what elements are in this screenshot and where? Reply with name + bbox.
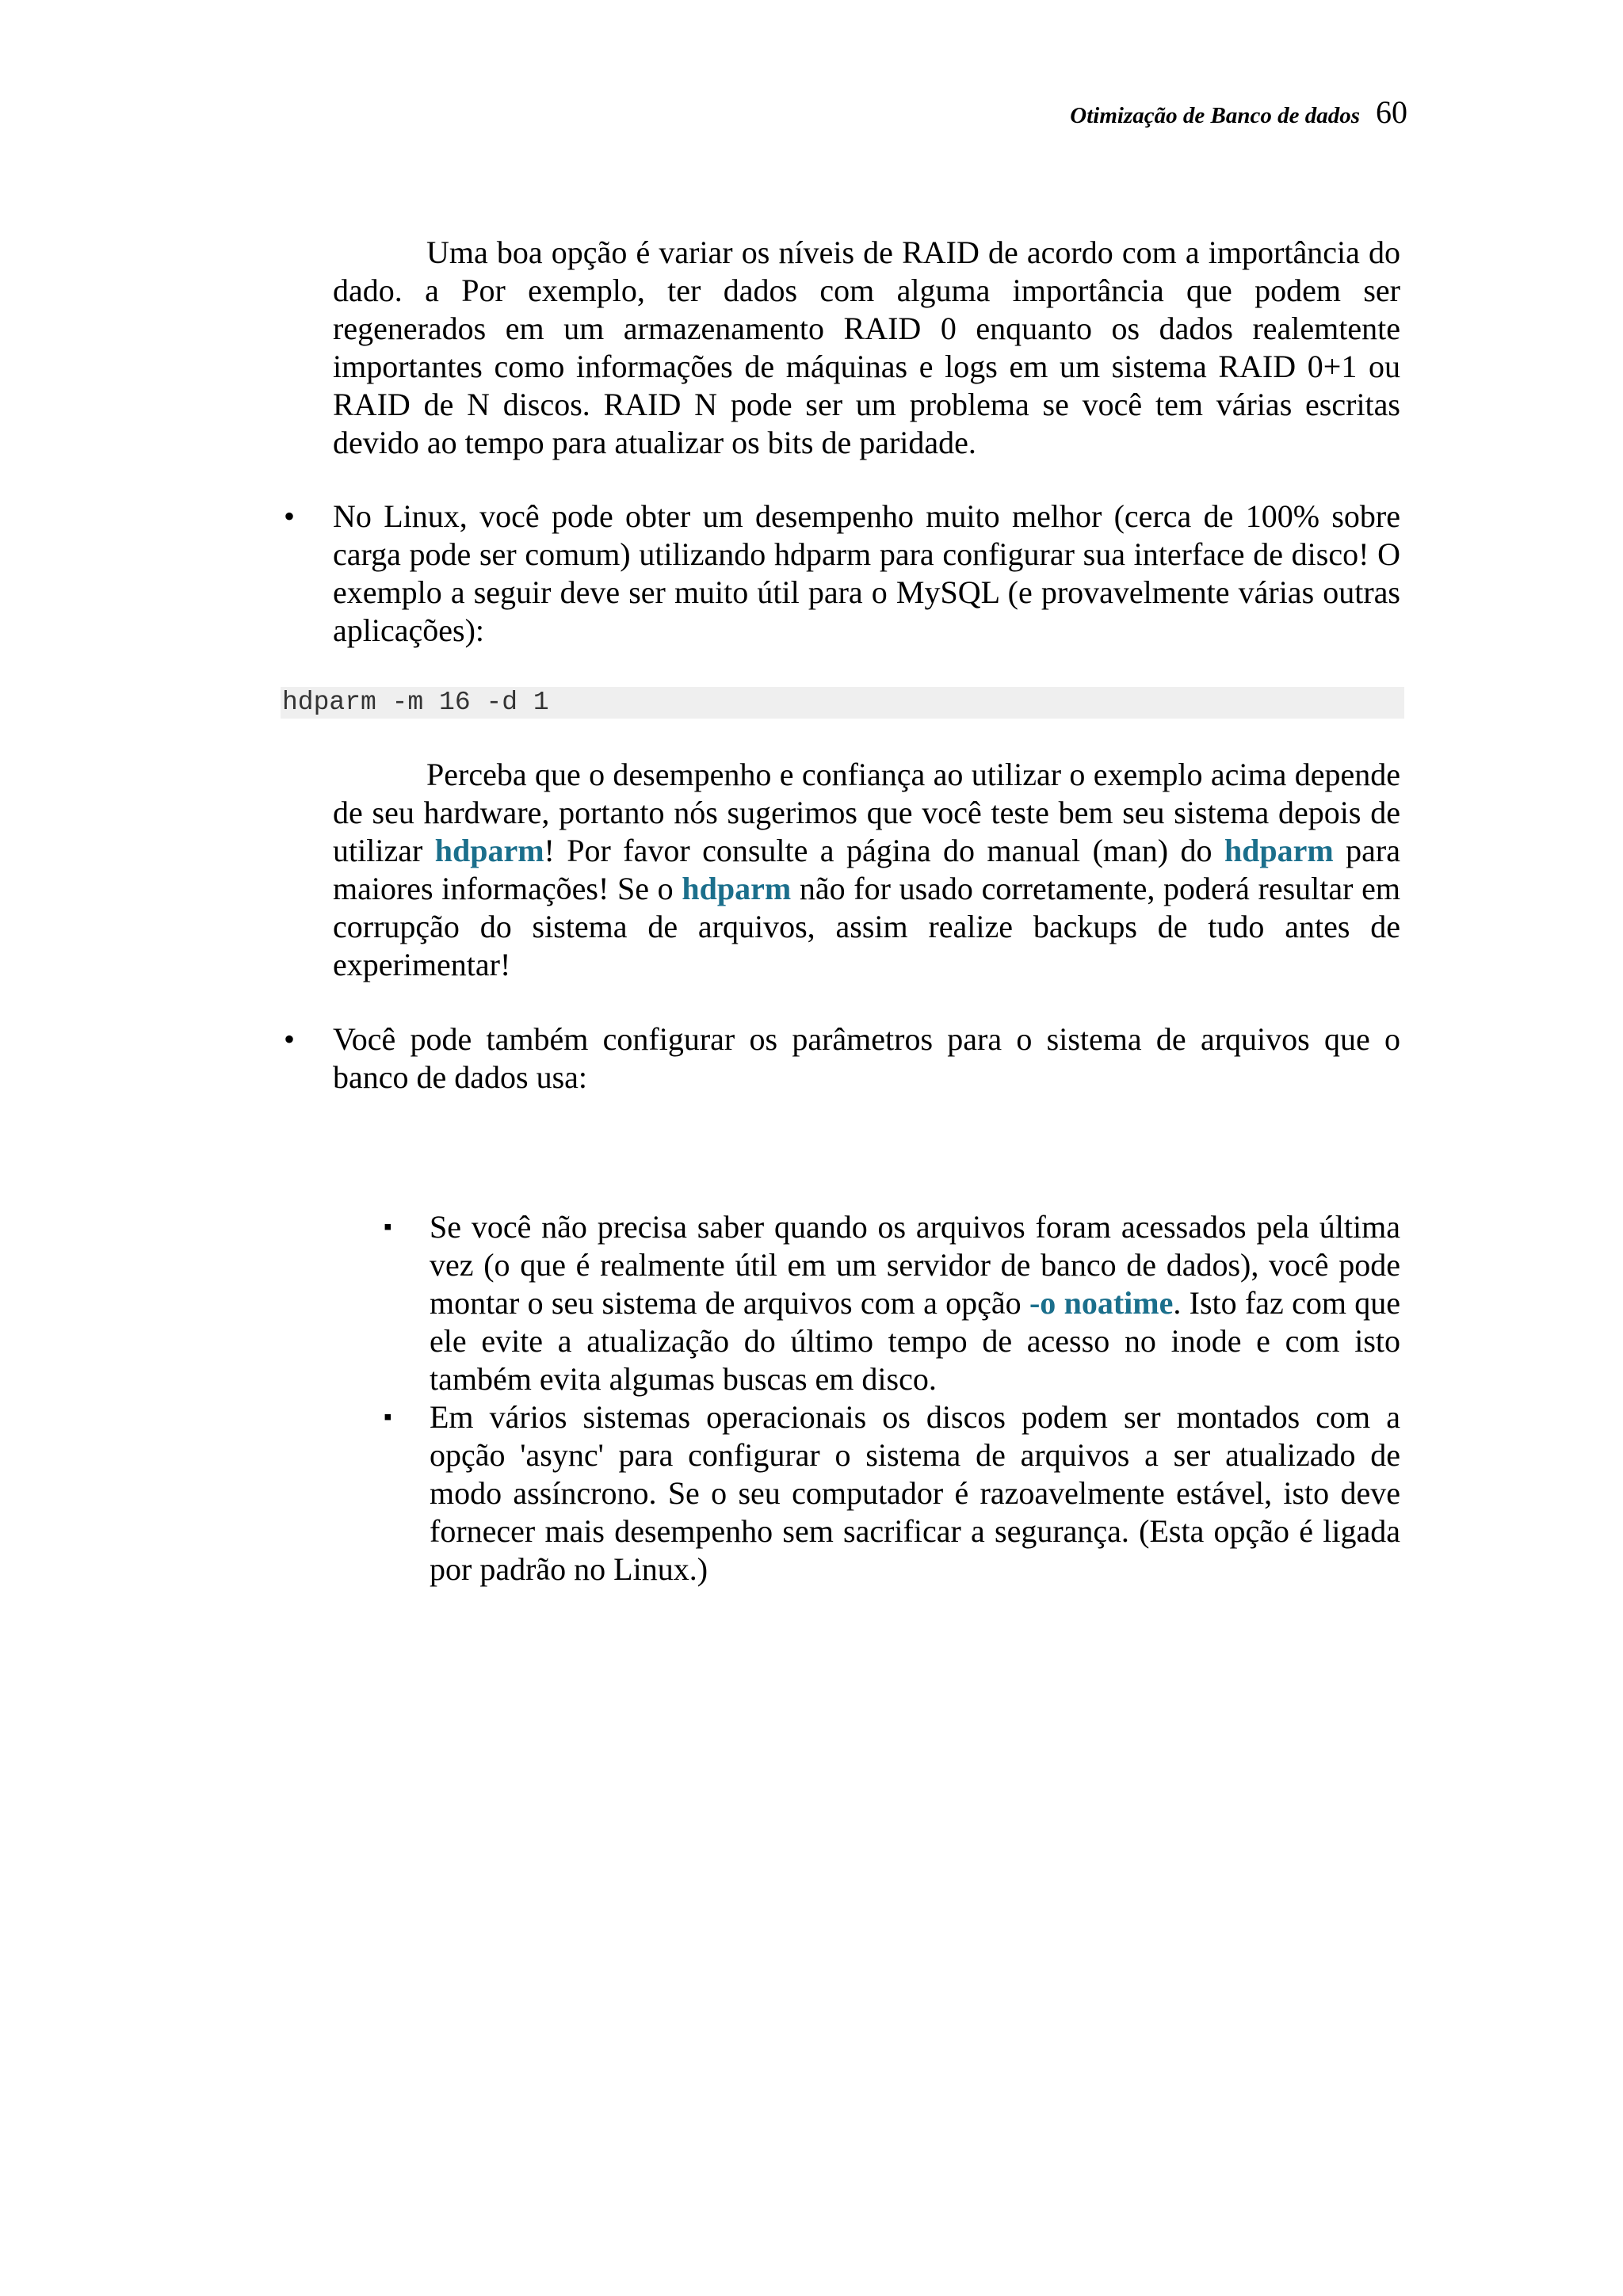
bullet-icon: •: [284, 498, 296, 534]
keyword-hdparm: hdparm: [682, 871, 792, 906]
bullet-icon: •: [284, 1021, 296, 1057]
keyword-hdparm: hdparm: [1224, 833, 1334, 868]
text-segment: não for usado corretamente, poderá resultar em corrupção do sistema de arquivos, assim realize backups de tudo antes de experimentar!: [333, 871, 1400, 982]
keyword-hdparm: hdparm: [434, 833, 544, 868]
bullet-item-hdparm: [284, 498, 1400, 650]
text-segment: para maiores informações! Se o: [333, 833, 1400, 906]
bullet-text: No Linux, você pode obter um desempenho muito melhor (cerca de 100% sobre carga pode ser comum) utilizando hdparm para configurar sua interface de disco! O exemplo a seguir deve ser muito útil para o MySQL (e provavelmente várias outras aplicações):: [333, 498, 1400, 648]
text-segment: . Isto faz com que ele evite a atualização do último tempo de acesso no inode e com isto também evita algumas buscas em disco.: [430, 1285, 1400, 1397]
sub-item-text: Em vários sistemas operacionais os discos podem ser montados com a opção 'async' para configurar o sistema de arquivos a ser atualizado de modo assíncrono. Se o seu computador é razoavelmente estável, isto deve fornecer mais desempenho sem sacrificar a segurança. (Esta opção é ligada por padrão no Linux.): [430, 1399, 1400, 1587]
code-block: [281, 687, 1404, 719]
sub-item-async: [380, 1398, 1400, 1589]
paragraph-raid-levels: Uma boa opção é variar os níveis de RAID de acordo com a importância do dado. a Por exemplo, ter dados com alguma importância que podem ser regenerados em um armazenamento RAID 0 enquanto os dados realemtente importantes como informações de máquinas e logs em um sistema RAID 0+1 ou RAID de N discos. RAID N pode ser um problema se você tem várias escritas devido ao tempo para atualizar os bits de paridade.: [333, 235, 1400, 460]
paragraph-hdparm-warning: [333, 756, 1400, 984]
text-segment: Se você não precisa saber quando os arquivos foram acessados pela última vez (o que é realmente útil em um servidor de banco de dados), você pode montar o seu sistema de arquivos com a opção: [430, 1209, 1400, 1321]
bullet-text: Você pode também configurar os parâmetros para o sistema de arquivos que o banco de dados usa:: [333, 1021, 1400, 1095]
code-line: hdparm -m 16 -d 1: [282, 688, 549, 717]
square-bullet-icon: ▪: [384, 1214, 392, 1240]
keyword-noatime: -o noatime: [1029, 1285, 1174, 1321]
text-segment: ! Por favor consulte a página do manual (man) do: [544, 833, 1224, 868]
text-segment: Perceba que o desempenho e confiança ao utilizar o exemplo acima depende de seu hardware, portanto nós sugerimos que você teste bem seu sistema depois de utilizar: [333, 757, 1400, 868]
page-header: [1070, 93, 1407, 131]
page-number: 60: [1376, 94, 1407, 130]
sub-item-text: [430, 1208, 1400, 1398]
sub-item-noatime: [380, 1208, 1400, 1398]
bullet-item-filesystem: [284, 1020, 1400, 1097]
header-title: Otimização de Banco de dados: [1070, 103, 1360, 128]
square-bullet-icon: ▪: [384, 1404, 392, 1430]
